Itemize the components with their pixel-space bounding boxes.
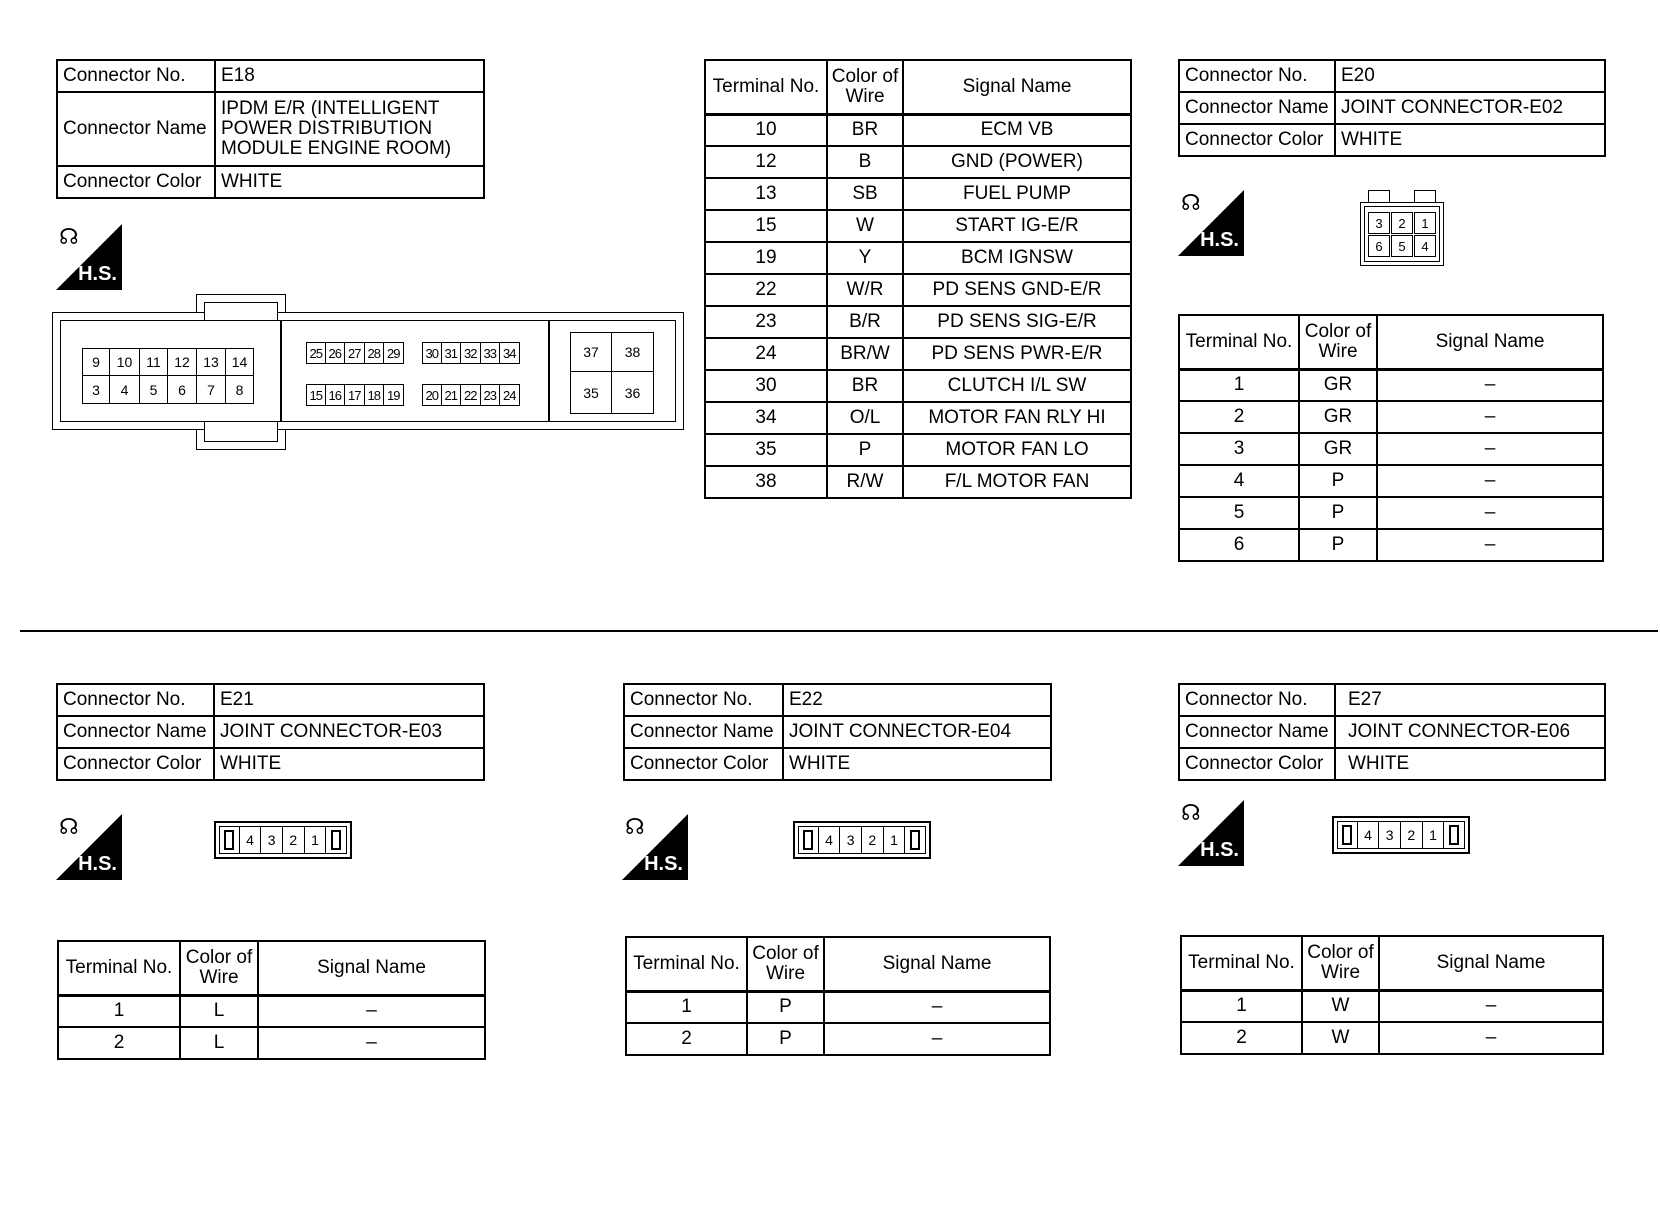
color-of-wire-header: Color of Wire [827,60,903,114]
connector-glyph-icon: ☊ [625,814,645,839]
terminal-no: 19 [705,242,827,274]
e20-connector-no: E20 [1335,60,1605,92]
terminal-no-header: Terminal No. [1179,315,1299,369]
lock-tab [1444,822,1464,848]
pin: 8 [226,376,254,404]
terminal-no-header: Terminal No. [626,937,747,991]
connector-glyph-icon: ☊ [1181,190,1201,215]
wire-color: B [827,146,903,178]
wire-color: BR/W [827,338,903,370]
pin: 10 [110,348,140,376]
lock-tab [326,827,346,853]
signal-name: – [1377,465,1603,497]
signal-name: FUEL PUMP [903,178,1131,210]
wire-color: Y [827,242,903,274]
pin: 4 [110,376,140,404]
color-of-wire-header: Color of Wire [1302,936,1379,990]
signal-name: – [1377,369,1603,401]
e27-terminal-table [1180,935,1604,1055]
pin: 12 [168,348,197,376]
signal-name: – [1377,497,1603,529]
pin: 25 [306,342,326,364]
signal-name: – [1379,990,1603,1022]
terminal-no: 2 [626,1023,747,1055]
signal-name-header: Signal Name [903,60,1131,114]
wire-color: GR [1299,433,1377,465]
signal-name-header: Signal Name [1377,315,1603,369]
e18-connector-no-label: Connector No. [57,60,215,92]
terminal-no: 6 [1179,529,1299,561]
wire-color: BR [827,370,903,402]
pin: 36 [612,372,654,414]
wire-color: SB [827,178,903,210]
hs-icon [1178,190,1244,256]
terminal-no: 38 [705,466,827,498]
signal-name: START IG-E/R [903,210,1131,242]
pin: 1 [305,827,327,853]
pin: 2 [1401,822,1423,848]
wire-color: W [1302,1022,1379,1054]
wire-color: R/W [827,466,903,498]
e20-connector-name-label: Connector Name [1179,92,1335,124]
terminal-no: 30 [705,370,827,402]
signal-name: F/L MOTOR FAN [903,466,1131,498]
e18-info-table [56,59,485,199]
pin: 29 [384,342,404,364]
wire-color: P [827,434,903,466]
signal-name: – [258,1027,485,1059]
hs-label: H.S. [1200,839,1239,861]
signal-name: – [1377,529,1603,561]
e18-pins-g3-bot [570,372,654,414]
e22-connector-diagram [793,821,931,859]
terminal-no: 23 [705,306,827,338]
e21-connector-name-label: Connector Name [57,716,214,748]
connector-glyph-icon: ☊ [59,814,79,839]
wire-color: L [180,995,258,1027]
pin: 6 [168,376,197,404]
signal-name: – [1379,1022,1603,1054]
e22-terminal-table [625,936,1051,1056]
signal-name: PD SENS GND-E/R [903,274,1131,306]
wire-color: GR [1299,401,1377,433]
terminal-no: 1 [626,991,747,1023]
pin: 4 [1358,822,1380,848]
hs-label: H.S. [1200,229,1239,251]
e27-connector-no-label: Connector No. [1179,684,1335,716]
e21-connector-color-label: Connector Color [57,748,214,780]
wire-color: BR [827,114,903,146]
terminal-no: 24 [705,338,827,370]
hs-icon [56,224,122,290]
wire-color: P [1299,465,1377,497]
pin: 27 [345,342,365,364]
wire-color: B/R [827,306,903,338]
e20-connector-name: JOINT CONNECTOR-E02 [1335,92,1605,124]
signal-name: – [1377,401,1603,433]
terminal-no-header: Terminal No. [58,941,180,995]
pin: 17 [345,384,365,406]
pin: 38 [612,332,654,372]
pin: 16 [326,384,346,406]
signal-name: MOTOR FAN RLY HI [903,402,1131,434]
hs-icon [1178,800,1244,866]
pin: 1 [1423,822,1445,848]
wire-color: W [1302,990,1379,1022]
terminal-no: 12 [705,146,827,178]
color-of-wire-header: Color of Wire [180,941,258,995]
terminal-no: 5 [1179,497,1299,529]
pin: 5 [140,376,168,404]
pin: 14 [226,348,254,376]
terminal-no: 2 [1181,1022,1302,1054]
pin: 5 [1391,235,1413,257]
e27-connector-diagram [1332,816,1470,854]
hs-label: H.S. [78,263,117,285]
pin: 11 [140,348,168,376]
terminal-no: 34 [705,402,827,434]
e18-pins-g2-bot-b [422,384,520,406]
terminal-no-header: Terminal No. [1181,936,1302,990]
terminal-no: 1 [1179,369,1299,401]
pin: 26 [326,342,346,364]
wire-color: W [827,210,903,242]
pin: 1 [884,827,906,853]
pin: 3 [261,827,283,853]
signal-name: BCM IGNSW [903,242,1131,274]
pin: 4 [240,827,262,853]
e21-connector-color: WHITE [214,748,484,780]
pin: 4 [1414,235,1436,257]
pin: 4 [819,827,841,853]
signal-name: – [824,1023,1050,1055]
e18-terminal-table [704,59,1132,499]
e22-connector-no-label: Connector No. [624,684,783,716]
terminal-no: 4 [1179,465,1299,497]
pin: 30 [422,342,442,364]
terminal-no: 2 [58,1027,180,1059]
color-of-wire-header: Color of Wire [747,937,824,991]
e20-terminal-table [1178,314,1604,562]
e22-connector-color: WHITE [783,748,1051,780]
e20-info-table [1178,59,1606,157]
e18-connector-color: WHITE [215,166,484,198]
e18-pins-g1-bot [82,376,254,404]
color-of-wire-header: Color of Wire [1299,315,1377,369]
signal-name-header: Signal Name [258,941,485,995]
terminal-no: 3 [1179,433,1299,465]
wire-color: P [1299,529,1377,561]
hs-icon [56,814,122,880]
hs-label: H.S. [644,853,683,875]
e27-connector-color-label: Connector Color [1179,748,1335,780]
e18-pins-g3-top [570,332,654,372]
pin: 2 [283,827,305,853]
lock-tab [799,827,819,853]
pin: 15 [306,384,326,406]
pin: 7 [197,376,226,404]
wire-color: P [747,991,824,1023]
e21-connector-name: JOINT CONNECTOR-E03 [214,716,484,748]
terminal-no: 2 [1179,401,1299,433]
e18-connector-diagram [52,292,684,450]
hs-icon [622,814,688,880]
e27-connector-name: JOINT CONNECTOR-E06 [1335,716,1605,748]
pin: 20 [422,384,442,406]
pin: 3 [1379,822,1401,848]
signal-name: – [258,995,485,1027]
e20-connector-color-label: Connector Color [1179,124,1335,156]
e18-connector-color-label: Connector Color [57,166,215,198]
e18-connector-name: IPDM E/R (INTELLIGENT POWER DISTRIBUTION MODULE ENGINE ROOM) [215,92,484,166]
e22-connector-color-label: Connector Color [624,748,783,780]
pin: 31 [442,342,462,364]
terminal-no: 1 [1181,990,1302,1022]
e27-connector-color: WHITE [1335,748,1605,780]
e18-pins-g2-bot-a [306,384,404,406]
pin: 23 [481,384,501,406]
signal-name: GND (POWER) [903,146,1131,178]
e20-connector-color: WHITE [1335,124,1605,156]
pin: 1 [1414,212,1436,234]
pin: 18 [365,384,385,406]
e22-info-table [623,683,1052,781]
pin: 34 [500,342,520,364]
signal-name: MOTOR FAN LO [903,434,1131,466]
pin: 6 [1368,235,1390,257]
signal-name-header: Signal Name [824,937,1050,991]
lock-tab [220,827,240,853]
pin: 19 [384,384,404,406]
e20-connector-diagram [1360,190,1444,266]
terminal-no: 15 [705,210,827,242]
e22-connector-name: JOINT CONNECTOR-E04 [783,716,1051,748]
signal-name: CLUTCH I/L SW [903,370,1131,402]
connector-glyph-icon: ☊ [59,224,79,249]
wire-color: GR [1299,369,1377,401]
pin: 24 [500,384,520,406]
e21-connector-no: E21 [214,684,484,716]
signal-name: PD SENS SIG-E/R [903,306,1131,338]
connector-glyph-icon: ☊ [1181,800,1201,825]
pin: 2 [1391,212,1413,234]
pin: 13 [197,348,226,376]
e18-connector-name-label: Connector Name [57,92,215,166]
e22-connector-no: E22 [783,684,1051,716]
wire-color: W/R [827,274,903,306]
pin: 35 [570,372,612,414]
pin: 37 [570,332,612,372]
pin: 32 [461,342,481,364]
wire-color: O/L [827,402,903,434]
wire-color: P [747,1023,824,1055]
pin: 3 [1368,212,1390,234]
terminal-no: 35 [705,434,827,466]
terminal-no-header: Terminal No. [705,60,827,114]
pin: 21 [442,384,462,406]
e21-connector-no-label: Connector No. [57,684,214,716]
pin: 28 [365,342,385,364]
section-divider [20,630,1658,632]
terminal-no: 13 [705,178,827,210]
pin: 33 [481,342,501,364]
e21-terminal-table [57,940,486,1060]
terminal-no: 1 [58,995,180,1027]
e21-info-table [56,683,485,781]
e18-pins-g1-top [82,348,254,376]
pin: 22 [461,384,481,406]
signal-name: PD SENS PWR-E/R [903,338,1131,370]
e27-connector-name-label: Connector Name [1179,716,1335,748]
wire-color: P [1299,497,1377,529]
e18-connector-no: E18 [215,60,484,92]
signal-name-header: Signal Name [1379,936,1603,990]
lock-tab [905,827,925,853]
terminal-no: 10 [705,114,827,146]
pin: 3 [840,827,862,853]
e27-connector-no: E27 [1335,684,1605,716]
e20-connector-no-label: Connector No. [1179,60,1335,92]
hs-label: H.S. [78,853,117,875]
pin: 9 [82,348,110,376]
e21-connector-diagram [214,821,352,859]
e22-connector-name-label: Connector Name [624,716,783,748]
pin: 3 [82,376,110,404]
signal-name: – [824,991,1050,1023]
lock-tab [1338,822,1358,848]
e18-pins-g2-top-b [422,342,520,364]
e18-pins-g2-top-a [306,342,404,364]
signal-name: ECM VB [903,114,1131,146]
wire-color: L [180,1027,258,1059]
terminal-no: 22 [705,274,827,306]
pin: 2 [862,827,884,853]
e27-info-table [1178,683,1606,781]
signal-name: – [1377,433,1603,465]
